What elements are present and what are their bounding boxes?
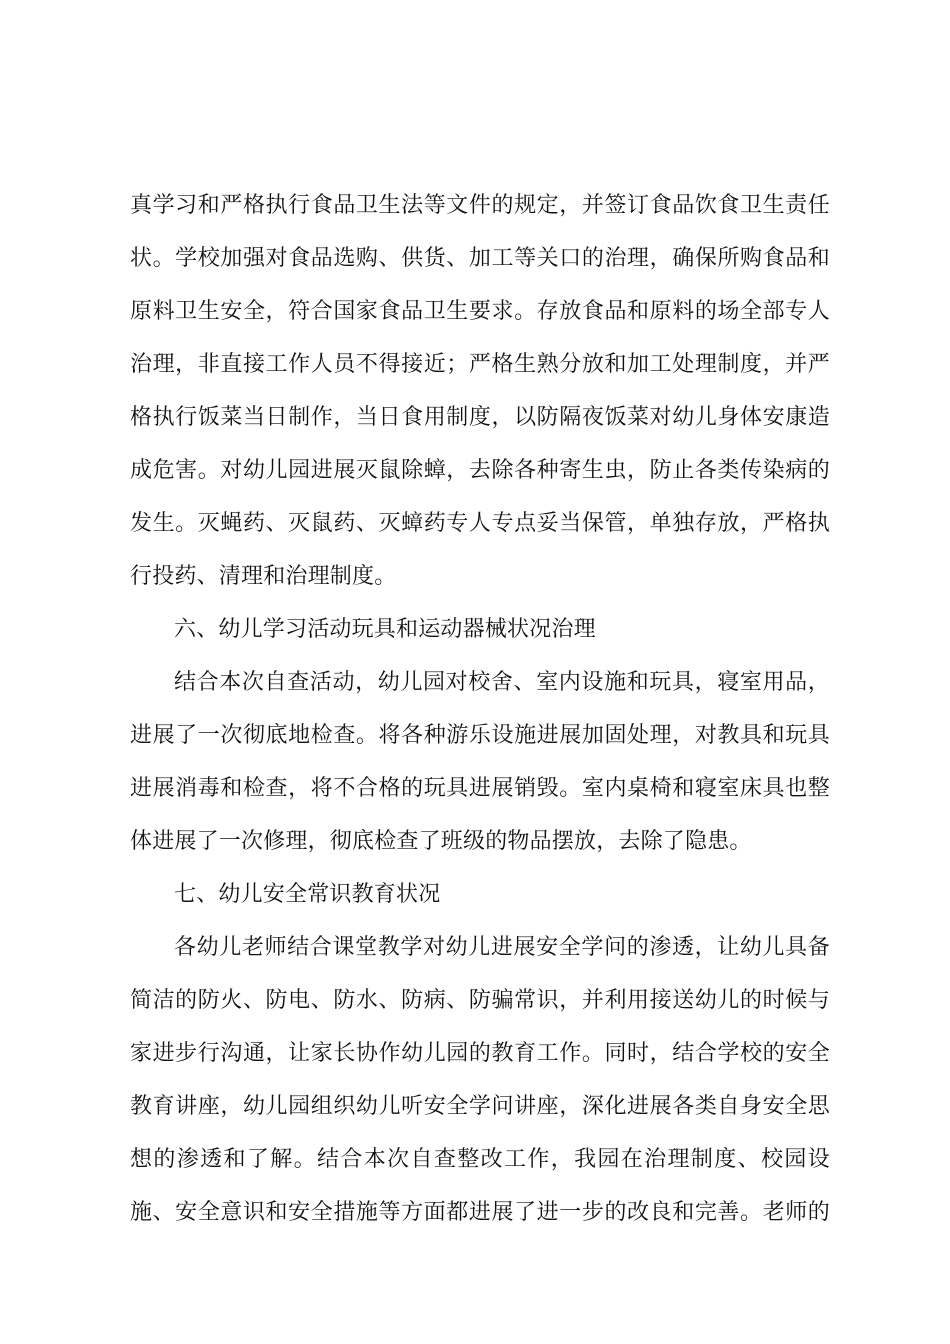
section-heading: 六、幼儿学习活动玩具和运动器械状况治理: [174, 617, 596, 642]
text-line: 施、安全意识和安全措施等方面都进展了进一步的改良和完善。老师的: [130, 1200, 830, 1225]
text-line: 简洁的防火、防电、防水、防病、防骗常识，并利用接送幼儿的时候与: [130, 988, 830, 1013]
text-line: 体进展了一次修理，彻底检查了班级的物品摆放，去除了隐患。: [130, 829, 752, 854]
text-line: 家进步行沟通，让家长协作幼儿园的教育工作。同时，结合学校的安全: [130, 1041, 830, 1066]
text-line: 状。学校加强对食品选购、供货、加工等关口的治理，确保所购食品和: [130, 246, 830, 271]
text-line: 进展了一次彻底地检查。将各种游乐设施进展加固处理，对教具和玩具: [130, 723, 830, 748]
text-line: 原料卫生安全，符合国家食品卫生要求。存放食品和原料的场全部专人: [130, 299, 830, 324]
text-line: 各幼儿老师结合课堂教学对幼儿进展安全学问的渗透，让幼儿具备: [174, 935, 830, 960]
text-line: 真学习和严格执行食品卫生法等文件的规定，并签订食品饮食卫生责任: [130, 193, 830, 218]
text-line: 行投药、清理和治理制度。: [130, 564, 397, 589]
text-line: 发生。灭蝇药、灭鼠药、灭蟑药专人专点妥当保管，单独存放，严格执: [130, 511, 830, 536]
text-line: 格执行饭菜当日制作，当日食用制度，以防隔夜饭菜对幼儿身体安康造: [130, 405, 830, 430]
text-line: 想的渗透和了解。结合本次自查整改工作，我园在治理制度、校园设: [130, 1147, 830, 1172]
text-line: 教育讲座，幼儿园组织幼儿听安全学问讲座，深化进展各类自身安全思: [130, 1094, 830, 1119]
text-line: 结合本次自查活动，幼儿园对校舍、室内设施和玩具，寝室用品，: [174, 670, 830, 695]
text-line: 进展消毒和检查，将不合格的玩具进展销毁。室内桌椅和寝室床具也整: [130, 776, 830, 801]
section-heading: 七、幼儿安全常识教育状况: [174, 882, 441, 907]
text-line: 治理，非直接工作人员不得接近；严格生熟分放和加工处理制度，并严: [130, 352, 830, 377]
text-line: 成危害。对幼儿园进展灭鼠除蟑，去除各种寄生虫，防止各类传染病的: [130, 458, 830, 483]
